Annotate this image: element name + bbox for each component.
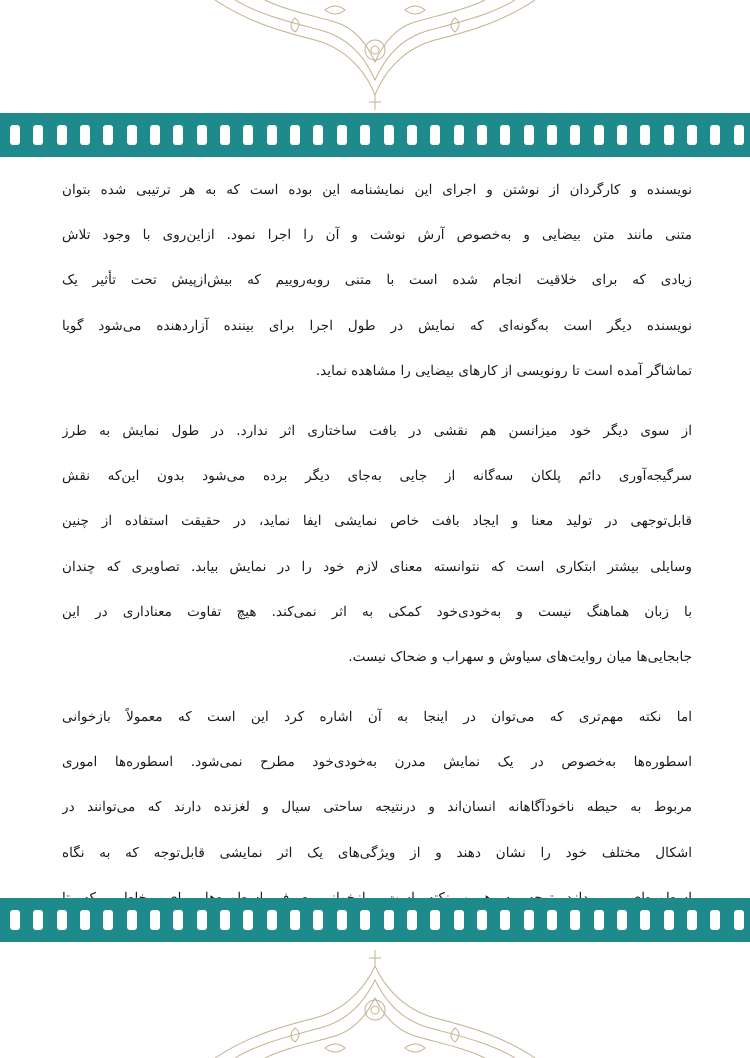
film-hole <box>290 910 300 930</box>
text-line: نویسنده و کارگردان از نوشتن و اجرای این نمایشنامه این بوده است که به هر ترتیبی شده بتوان <box>62 182 692 198</box>
film-hole <box>33 910 43 930</box>
film-hole <box>313 910 323 930</box>
text-line: زیادی که برای خلاقیت انجام شده است با متنی روبه‌روییم که بیش‌ازپیش تحت تأثیر یک <box>62 272 692 289</box>
film-hole <box>173 125 183 145</box>
text-line: از سوی دیگر خود میزانسن هم نقشی در بافت ساختاری اثر ندارد. در طول نمایش به طرز <box>62 422 692 439</box>
film-hole <box>454 125 464 145</box>
text-line: مربوط به حیطه ناخودآگاهانه انسان‌اند و درنتیجه ساحتی سیال و لغزنده دارند که می‌توانند در <box>62 799 692 816</box>
film-hole <box>360 910 370 930</box>
paragraph-3 <box>62 695 692 921</box>
film-hole <box>33 125 43 145</box>
film-hole <box>57 125 67 145</box>
film-hole <box>524 910 534 930</box>
film-hole <box>197 910 207 930</box>
film-hole <box>430 125 440 145</box>
film-hole <box>360 125 370 145</box>
film-hole <box>103 910 113 930</box>
text-line: قابل‌توجهی در تولید معنا و ایجاد بافت خاص نمایشی ایفا نماید، در حقیقت استفاده از چنین <box>62 513 692 530</box>
text-line: اشکال مختلف خود را نشان دهند و از ویژگی‌های یک اثر نمایشی قابل‌توجه که به نگاه <box>62 844 692 861</box>
film-hole <box>80 910 90 930</box>
film-hole <box>594 910 604 930</box>
film-hole <box>80 125 90 145</box>
film-hole <box>664 910 674 930</box>
film-hole <box>127 125 137 145</box>
film-hole <box>243 125 253 145</box>
text-line: با زبان هماهنگ نیست و به‌خودی‌خود کمکی به اثر نمی‌کند. هیچ تفاوت معناداری در این <box>62 603 692 620</box>
paragraph-2 <box>62 409 692 680</box>
film-hole <box>10 910 20 930</box>
text-line: سرگیجه‌آوری دائم پلکان سه‌گانه از جایی به‌جای دیگر برده می‌شود بدون این‌که نقش <box>62 468 692 485</box>
film-hole <box>477 125 487 145</box>
film-hole <box>454 910 464 930</box>
film-hole <box>407 125 417 145</box>
film-hole <box>267 910 277 930</box>
film-hole <box>197 125 207 145</box>
film-hole <box>687 910 697 930</box>
text-line: وسایلی بیشتر ابتکاری است که نتوانسته معنای لازم خود را در نمایش بیابد. تصاویری که چندان <box>62 558 692 575</box>
top-film-strip <box>0 113 750 157</box>
bottom-arabesque-ornament-icon <box>205 948 545 1058</box>
film-hole <box>243 910 253 930</box>
film-hole <box>500 125 510 145</box>
film-hole <box>57 910 67 930</box>
film-hole <box>664 125 674 145</box>
film-hole <box>547 910 557 930</box>
film-hole <box>384 910 394 930</box>
film-hole <box>710 125 720 145</box>
film-hole <box>710 910 720 930</box>
film-hole <box>150 125 160 145</box>
film-hole <box>640 125 650 145</box>
film-hole <box>594 125 604 145</box>
film-hole <box>477 910 487 930</box>
film-hole <box>220 910 230 930</box>
text-line: نویسنده دیگر است به‌گونه‌ای که نمایش در طول اجرا برای بیننده آزاردهنده می‌شود گویا <box>62 317 692 334</box>
film-hole <box>617 125 627 145</box>
film-hole <box>430 910 440 930</box>
film-hole <box>267 125 277 145</box>
film-hole <box>547 125 557 145</box>
film-hole <box>150 910 160 930</box>
film-hole <box>500 910 510 930</box>
paragraph-1 <box>62 168 692 394</box>
film-hole <box>570 910 580 930</box>
film-hole <box>734 910 744 930</box>
film-hole <box>384 125 394 145</box>
film-hole <box>337 910 347 930</box>
film-hole <box>734 125 744 145</box>
film-hole <box>103 125 113 145</box>
film-hole <box>407 910 417 930</box>
film-hole <box>337 125 347 145</box>
film-hole <box>524 125 534 145</box>
film-hole <box>640 910 650 930</box>
bottom-film-strip <box>0 898 750 942</box>
text-line: تماشاگر آمده است تا رونویسی از کارهای بیضایی را مشاهده نماید. <box>315 362 692 379</box>
film-hole <box>617 910 627 930</box>
text-line: متنی مانند متن بیضایی و به‌خصوص آرش نوشت و آن را اجرا نمود. ازاین‌روی با وجود تلاش <box>62 227 692 244</box>
film-hole <box>173 910 183 930</box>
film-hole <box>10 125 20 145</box>
film-hole <box>570 125 580 145</box>
film-hole <box>220 125 230 145</box>
film-hole <box>687 125 697 145</box>
text-line: جابجایی‌ها میان روایت‌های سیاوش و سهراب و ضحاک نیست. <box>348 648 692 665</box>
film-hole <box>127 910 137 930</box>
article-body <box>62 168 692 921</box>
top-arabesque-ornament-icon <box>205 0 545 112</box>
text-line: اسطوره‌ها به‌خصوص در یک نمایش مدرن به‌خودی‌خود مطرح نمی‌شود. اسطوره‌ها اموری <box>62 754 692 771</box>
text-line: اما نکته مهم‌تری که می‌توان در اینجا به آن اشاره کرد این است که معمولاً بازخوانی <box>62 709 692 726</box>
film-hole <box>313 125 323 145</box>
film-hole <box>290 125 300 145</box>
